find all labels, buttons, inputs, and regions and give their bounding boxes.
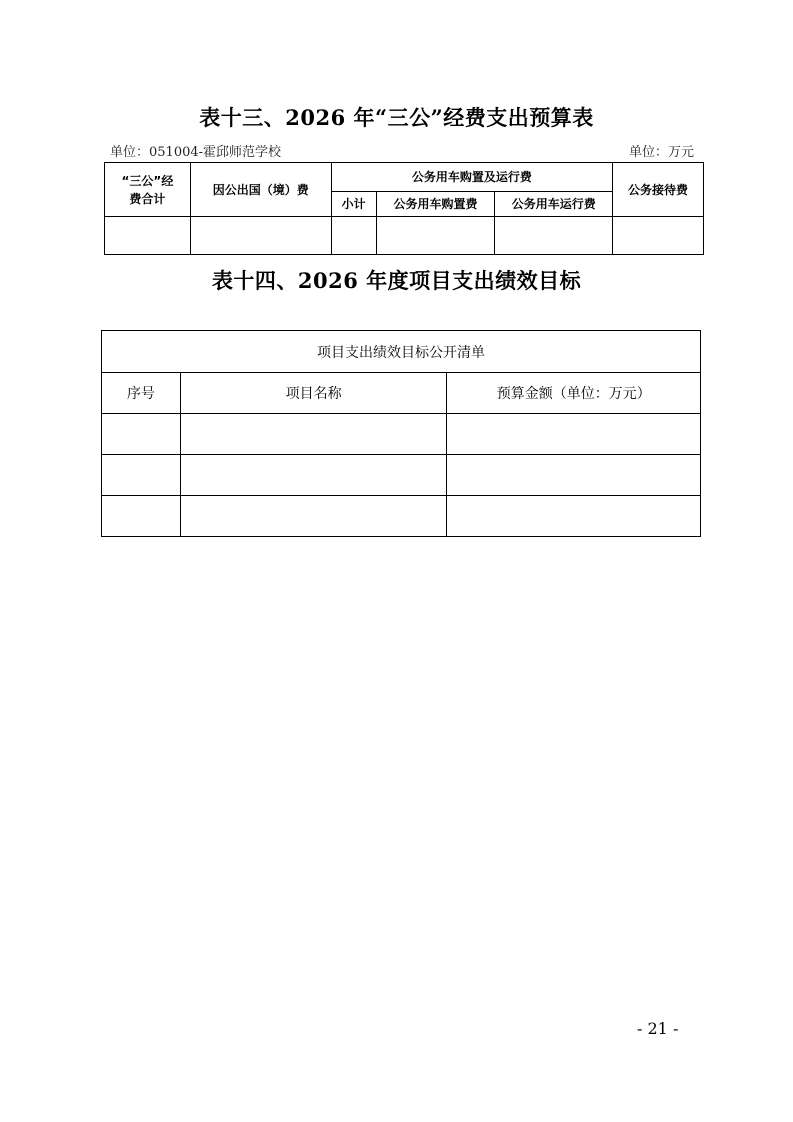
header-total-line1: “三公”经 xyxy=(121,173,174,188)
cell-project-name xyxy=(180,496,447,537)
cell-project-name xyxy=(180,455,447,496)
performance-targets-table xyxy=(101,330,701,537)
header-vehicle-purchase: 公务用车购置费 xyxy=(376,192,495,217)
header-budget-amount: 预算金额（单位：万元） xyxy=(447,373,701,414)
cell-subtotal xyxy=(331,217,376,255)
header-abroad: 因公出国（境）费 xyxy=(190,163,331,217)
currency-unit: 单位：万元 xyxy=(628,145,694,160)
header-subtotal: 小计 xyxy=(331,192,376,217)
cell-seq xyxy=(102,455,181,496)
table14-title: 表十四、2026 年度项目支出绩效目标 xyxy=(211,268,582,293)
table-row xyxy=(102,455,701,496)
cell-total xyxy=(105,217,191,255)
cell-budget-amount xyxy=(447,496,701,537)
header-reception: 公务接待费 xyxy=(613,163,704,217)
header-vehicle-operation: 公务用车运行费 xyxy=(495,192,613,217)
cell-seq xyxy=(102,496,181,537)
table-row xyxy=(105,217,704,255)
header-project-name: 项目名称 xyxy=(180,373,447,414)
unit-name: 单位：051004-霍邱师范学校 xyxy=(110,145,282,160)
cell-vehicle-purchase xyxy=(376,217,495,255)
page-number: - 21 - xyxy=(637,1019,679,1038)
cell-abroad xyxy=(190,217,331,255)
cell-project-name xyxy=(180,414,447,455)
header-vehicle-group: 公务用车购置及运行费 xyxy=(331,163,612,192)
cell-reception xyxy=(613,217,704,255)
table13-title: 表十三、2026 年“三公”经费支出预算表 xyxy=(199,105,594,130)
header-seq: 序号 xyxy=(102,373,181,414)
table14-caption: 项目支出绩效目标公开清单 xyxy=(102,331,701,373)
table-row xyxy=(102,414,701,455)
cell-seq xyxy=(102,414,181,455)
cell-budget-amount xyxy=(447,414,701,455)
header-total-line2: 费合计 xyxy=(129,191,166,206)
header-total xyxy=(105,163,191,217)
cell-budget-amount xyxy=(447,455,701,496)
table-row xyxy=(102,496,701,537)
cell-vehicle-operation xyxy=(495,217,613,255)
three-public-expenses-table xyxy=(104,162,704,255)
